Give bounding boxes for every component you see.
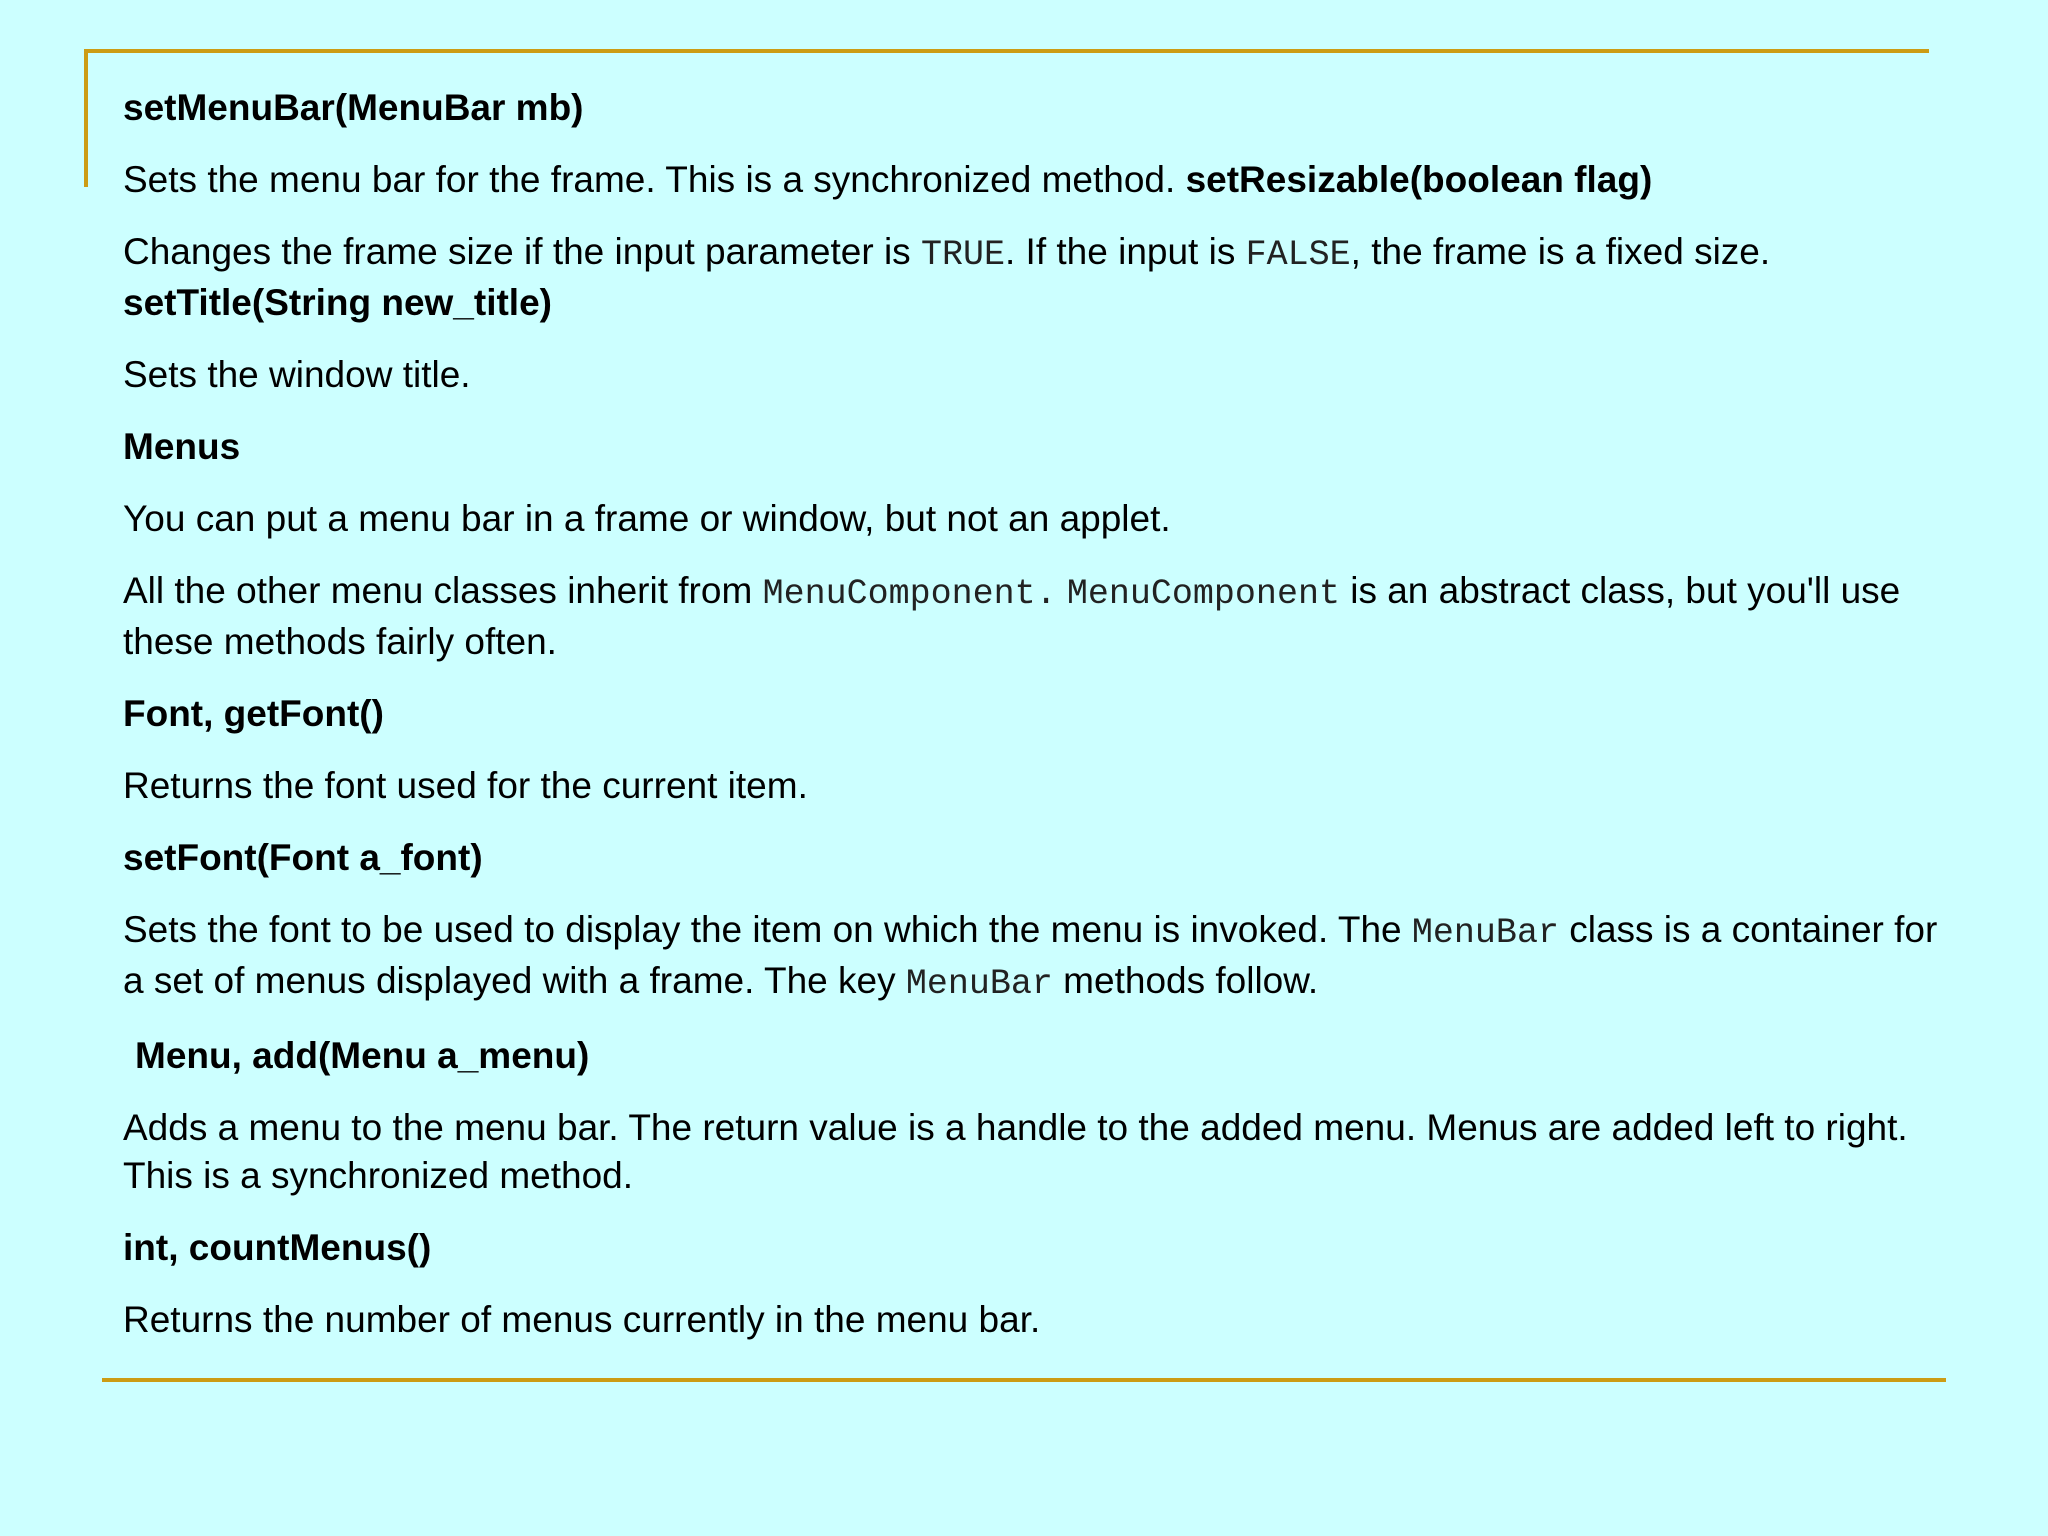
setresizable-paragraph — [123, 228, 1963, 327]
setfont-description-3: methods follow. — [1052, 960, 1319, 1001]
inherit-description-1: All the other menu classes inherit from — [123, 570, 763, 611]
setfont-heading: setFont(Font a_font) — [123, 837, 483, 878]
countmenus-heading: int, countMenus() — [123, 1227, 432, 1268]
setresizable-heading: setResizable(boolean flag) — [1185, 159, 1653, 200]
inherit-paragraph — [123, 567, 1963, 666]
code-false: FALSE — [1245, 235, 1351, 275]
code-menucomponent-1: MenuComponent. — [762, 574, 1057, 614]
code-menubar-2: MenuBar — [905, 964, 1053, 1004]
document-body — [123, 84, 1963, 1368]
add-description: Adds a menu to the menu bar. The return value is a handle to the added menu. Menus are added left to right. This is a synchronized method. — [123, 1107, 1908, 1196]
setresizable-description-2: . If the input is — [1004, 231, 1246, 272]
code-true: TRUE — [920, 235, 1005, 275]
top-rule — [84, 49, 1929, 53]
code-menucomponent-2: MenuComponent — [1066, 574, 1340, 614]
setfont-description-2: class is a container for a set of menus displayed with a frame. The key — [123, 909, 1938, 1001]
left-rule — [84, 49, 88, 187]
settitle-heading: setTitle(String new_title) — [123, 282, 552, 323]
setresizable-description-3: , the frame is a fixed size. — [1350, 231, 1771, 272]
setresizable-description-1: Changes the frame size if the input parameter is — [123, 231, 921, 272]
inherit-description-2: is an abstract class, but you'll use these methods fairly often. — [123, 570, 1901, 662]
setfont-description-1: Sets the font to be used to display the item on which the menu is invoked. The — [123, 909, 1412, 950]
add-heading: Menu, add(Menu a_menu) — [135, 1035, 590, 1076]
setfont-paragraph — [123, 906, 1963, 1008]
settitle-description: Sets the window title. — [123, 354, 471, 395]
setmenubar-paragraph — [123, 156, 1963, 204]
menus-heading: Menus — [123, 426, 241, 467]
setmenubar-description: Sets the menu bar for the frame. This is a synchronized method. — [123, 159, 1186, 200]
bottom-rule — [102, 1378, 1946, 1382]
code-menubar-1: MenuBar — [1411, 913, 1559, 953]
getfont-heading: Font, getFont() — [123, 693, 384, 734]
setmenubar-heading: setMenuBar(MenuBar mb) — [123, 87, 584, 128]
menus-description: You can put a menu bar in a frame or window, but not an applet. — [123, 498, 1171, 539]
getfont-description: Returns the font used for the current item. — [123, 765, 808, 806]
countmenus-description: Returns the number of menus currently in the menu bar. — [123, 1299, 1041, 1340]
